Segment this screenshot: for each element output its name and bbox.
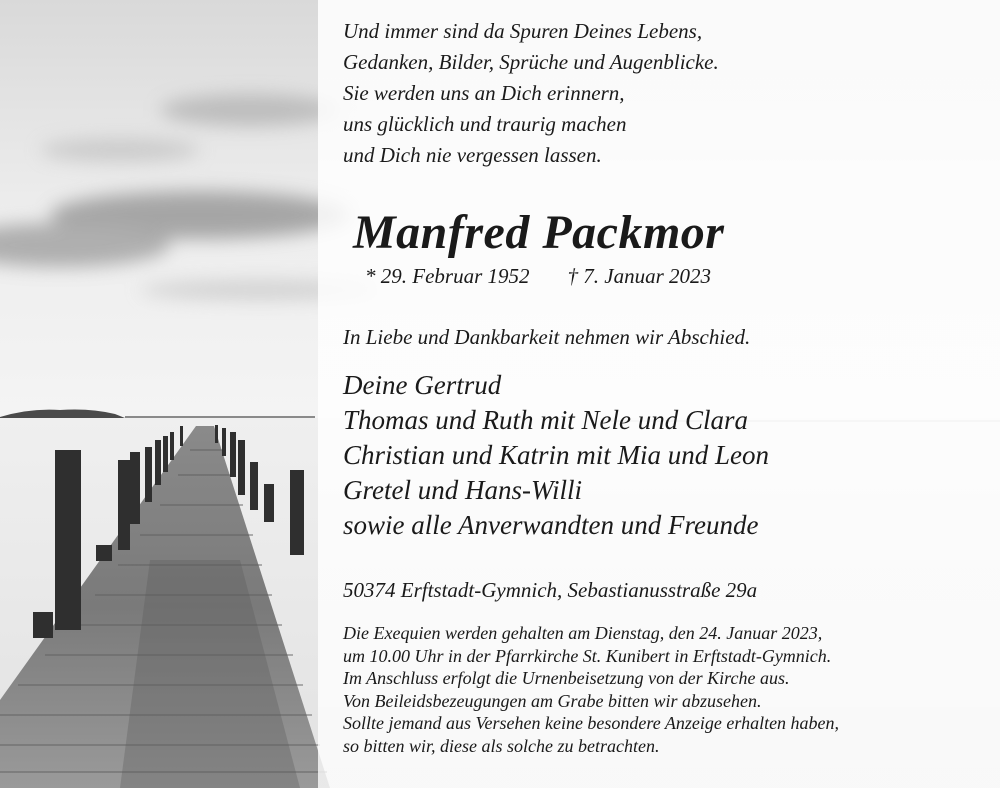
mourner-line: Gretel und Hans-Willi (343, 475, 582, 505)
notice-line: so bitten wir, diese als solche zu betrachten. (343, 735, 660, 756)
notice-line: Im Anschluss erfolgt die Urnenbeisetzung von der Kirche aus. (343, 668, 790, 688)
funeral-notice (343, 622, 839, 757)
poem-line: und Dich nie vergessen lassen. (343, 143, 602, 167)
life-dates (365, 264, 711, 289)
notice-line: um 10.00 Uhr in der Pfarrkirche St. Kunibert in Erftstadt-Gymnich. (343, 645, 832, 666)
death-date: † 7. Januar 2023 (567, 264, 711, 288)
family-address: 50374 Erftstadt-Gymnich, Sebastianusstraße 29a (343, 578, 758, 602)
deceased-name: Manfred Packmor (353, 206, 725, 259)
poem-line: Sie werden uns an Dich erinnern, (343, 81, 625, 105)
mourner-line: sowie alle Anverwandten und Freunde (343, 510, 759, 540)
birth-date: * 29. Februar 1952 (365, 264, 530, 288)
poem-line: uns glücklich und traurig machen (343, 112, 627, 136)
mourner-line: Christian und Katrin mit Mia und Leon (343, 440, 770, 470)
farewell-line: In Liebe und Dankbarkeit nehmen wir Abschied. (343, 325, 751, 349)
poem-line: Gedanken, Bilder, Sprüche und Augenblicke. (343, 50, 719, 74)
mourners-list (343, 368, 769, 543)
notice-line: Die Exequien werden gehalten am Dienstag, den 24. Januar 2023, (343, 623, 823, 643)
notice-line: Von Beileidsbezeugungen am Grabe bitten wir abzusehen. (343, 690, 762, 711)
mourner-line: Thomas und Ruth mit Nele und Clara (343, 405, 749, 435)
memorial-poem (343, 16, 719, 171)
mourner-line: Deine Gertrud (343, 370, 502, 400)
poem-line: Und immer sind da Spuren Deines Lebens, (343, 19, 703, 43)
notice-line: Sollte jemand aus Versehen keine besondere Anzeige erhalten haben, (343, 713, 840, 733)
